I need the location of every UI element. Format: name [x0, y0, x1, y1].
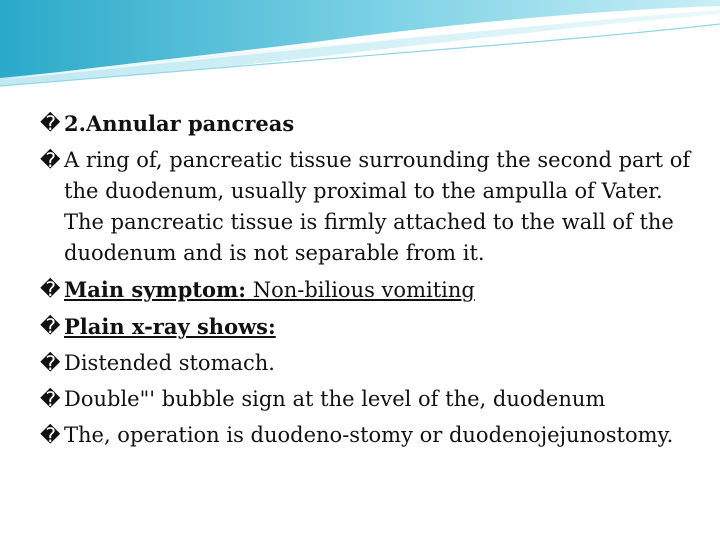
list-item [40, 384, 700, 415]
header-wave-decoration [0, 0, 720, 90]
bullet-icon: � [40, 148, 61, 172]
list-item [40, 145, 700, 269]
bullet-icon: � [40, 351, 61, 375]
item-text: A ring of, pancreatic tissue surrounding the second part of the duodenum, usually proximal to the ampulla of Vater. The pancreatic tissue is firmly attached to the wall of the duodenum and is not separable from it. [64, 148, 691, 265]
heading-title: Annular pancreas [85, 111, 295, 136]
item-text: Double"' bubble sign at the level of the, duodenum [64, 387, 606, 411]
list-item [40, 311, 700, 343]
bullet-icon: � [40, 423, 61, 447]
list-item [40, 274, 700, 306]
bullet-icon: � [40, 111, 61, 135]
bullet-icon: � [40, 387, 61, 411]
list-item [40, 420, 700, 451]
slide-content [40, 108, 700, 451]
item-text: The, operation is duodeno-stomy or duodenojejunostomy. [64, 423, 674, 447]
heading-number: 2. [64, 111, 86, 136]
item-label: Plain x-ray shows: [64, 314, 276, 339]
bullet-icon: � [40, 314, 61, 338]
item-text: Distended stomach. [64, 351, 275, 375]
list-item [40, 348, 700, 379]
bullet-icon: � [40, 277, 61, 301]
item-label: Main symptom: [64, 277, 247, 302]
list-item [40, 108, 700, 140]
item-text: Non-bilious vomiting [246, 278, 475, 302]
